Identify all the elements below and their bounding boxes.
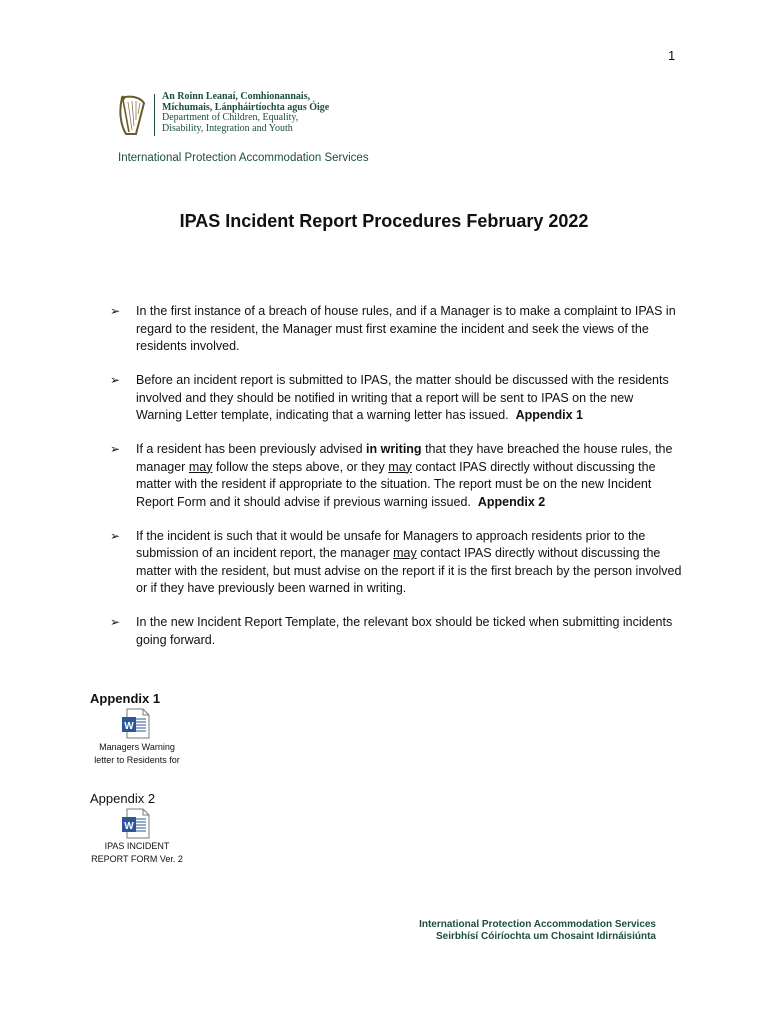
page-footer [419, 919, 656, 943]
procedure-list [110, 303, 682, 666]
arrow-bullet-icon: ➢ [110, 442, 121, 456]
appendix-2-heading: Appendix 2 [90, 791, 156, 806]
list-item: ➢ If the incident is such that it would be unsafe for Managers to approach residents prior to the submission of an incident report, the manager may contact IPAS directly without discussing the matter with the resident, but must advise on the report if it is the first breach by the person involved or if they have previously been warned in writing. [110, 528, 682, 595]
underlined-text: may [188, 459, 213, 474]
list-item: ➢ In the new Incident Report Template, the relevant box should be ticked when submitting incidents going forward. [110, 615, 673, 647]
footer-english: International Protection Accommodation Services [419, 919, 656, 930]
emphasis-text: in writing [366, 442, 422, 456]
agency-name: International Protection Accommodation Services [118, 152, 369, 164]
footer-irish: Seirbhísí Cóiríochta um Chosaint Idirnáisiúnta [435, 931, 656, 942]
list-item: ➢ If a resident has been previously advised in writing that they have breached the house rules, the manager may follow the steps above, or they may contact IPAS directly without discussing the matter with the resident if appropriate to the situation. The report must be on the new Incident Report Form and it should advise if previous warning issued. Appendix 2 [110, 442, 673, 509]
department-name-english-2: Disability, Integration and Youth [162, 122, 293, 134]
underlined-text: may [388, 459, 412, 474]
arrow-bullet-icon: ➢ [110, 304, 121, 318]
appendix-1-heading: Appendix 1 [90, 691, 161, 706]
appendix-1-caption[interactable]: Managers Warning letter to Residents for [94, 742, 180, 765]
department-name-english-1: Department of Children, Equality, [162, 112, 299, 123]
department-name [162, 92, 329, 134]
underlined-text: may [393, 546, 417, 560]
arrow-bullet-icon: ➢ [110, 615, 121, 629]
word-document-icon[interactable] [121, 708, 151, 739]
word-document-icon[interactable] [121, 808, 151, 839]
appendix-reference: Appendix 2 [477, 494, 546, 509]
arrow-bullet-icon: ➢ [110, 373, 121, 387]
list-item: ➢ In the first instance of a breach of house rules, and if a Manager is to make a complaint to IPAS in regard to the resident, the Manager must first examine the incident and seek the views of the residents involved. [110, 304, 676, 353]
department-name-irish-1: An Roinn Leanaí, Comhionannais, [162, 91, 311, 102]
appendix-reference: Appendix 1 [515, 408, 583, 422]
document-title: IPAS Incident Report Procedures February 2022 [179, 211, 589, 231]
logo-divider [154, 94, 155, 136]
department-name-irish-2: Míchumais, Lánpháirtíochta agus Óige [162, 101, 330, 113]
department-logo [116, 92, 346, 142]
svg-text:W: W [124, 821, 134, 832]
harp-icon [116, 94, 148, 138]
page-number: 1 [668, 48, 676, 63]
arrow-bullet-icon: ➢ [110, 528, 121, 543]
appendix-2-caption[interactable]: IPAS INCIDENT REPORT FORM Ver. 2 [91, 841, 183, 864]
list-item: ➢ Before an incident report is submitted to IPAS, the matter should be discussed with the residents involved and they should be notified in writing that a report will be sent to IPAS on the new Warning Letter template, indicating that a warning letter has issued. Appendix 1 [110, 373, 669, 422]
svg-text:W: W [124, 721, 134, 732]
